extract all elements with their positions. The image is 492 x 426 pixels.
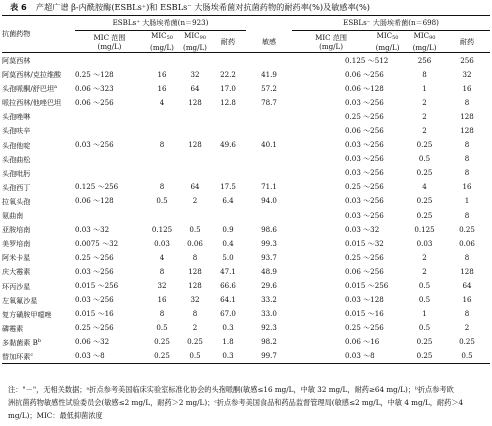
mic-range-cell: 0.06 ～16 — [345, 337, 380, 347]
drug-name-cell — [2, 236, 75, 250]
mic90-cell: 0.25 — [187, 337, 203, 347]
mic90-cell: 256 — [460, 55, 474, 65]
mic90-cell — [180, 53, 210, 68]
mic-range-cell: 0.25 ～256 — [345, 182, 384, 192]
spacer-cell — [292, 123, 345, 137]
header-mic-range-pos: MIC 范围 (mg/L) — [75, 31, 144, 53]
sensitive-rate-cell: 29.6 — [261, 281, 277, 290]
mic90-cell: 2 — [192, 196, 198, 206]
spacer-cell — [292, 81, 345, 95]
spacer-cell — [292, 166, 345, 180]
table-row — [2, 53, 490, 68]
header-resistant-pos: 耐药 — [210, 31, 246, 53]
mic90-cell: 128 — [460, 111, 474, 121]
mic90-cell: 8 — [464, 97, 470, 107]
mic-range-cell: 0.25 ～128 — [75, 69, 114, 79]
mic-range-cell: 0.015 ～256 — [345, 281, 389, 290]
sensitive-rate-cell: 93.7 — [261, 252, 277, 262]
sensitive-rate-cell: 71.1 — [261, 182, 277, 192]
sensitive-rate-cell — [246, 53, 292, 68]
mic90-cell: 0.06 — [459, 238, 475, 248]
mic90-cell: 8 — [192, 252, 198, 262]
mic50-cell: 1 — [422, 309, 427, 319]
mic-range-cell: 0.03 ～8 — [345, 349, 405, 364]
mic90-cell: 0.5 — [444, 349, 490, 364]
spacer-cell — [292, 67, 345, 81]
mic-range-cell: 0.03 ～8 — [75, 349, 144, 364]
spacer-cell — [292, 222, 345, 236]
mic90-cell: 0.25 — [459, 224, 475, 234]
drug-name: 哌拉西林/他唑巴坦 — [2, 98, 62, 108]
spacer-cell — [292, 194, 345, 208]
resistant-rate-cell: 0.4 — [222, 238, 234, 248]
drug-name: 头孢他啶 — [2, 140, 31, 150]
resistant-rate-cell: 67.0 — [220, 309, 236, 319]
spacer-cell — [292, 138, 345, 152]
mic50-cell: 0.5 — [418, 281, 431, 290]
mic50-cell — [144, 109, 180, 123]
resistant-rate-cell: 49.6 — [220, 140, 236, 150]
header-mic-range-neg: MIC 范围 (mg/L) — [292, 31, 370, 53]
mic50-cell: 0.25 — [405, 349, 444, 364]
header-group-esbl-positive: ESBLs⁺ 大肠埃希菌(n＝923) — [75, 16, 246, 31]
mic-range-cell — [75, 109, 144, 123]
drug-name: 美罗培南 — [2, 239, 31, 249]
drug-name: 拉氧头孢 — [2, 196, 31, 206]
header-drug: 抗菌药物 — [2, 16, 75, 53]
resistant-rate-cell: 64.1 — [220, 295, 236, 305]
mic-range-cell: 0.0075 ～32 — [75, 238, 119, 248]
mic90-cell: 0.06 — [187, 238, 203, 248]
mic50-cell: 0.5 — [418, 154, 431, 164]
mic50-cell: 16 — [157, 69, 167, 79]
table-row — [2, 95, 490, 109]
mic-range-cell: 0.03 ～256 — [75, 140, 114, 150]
drug-name-cell — [2, 335, 75, 349]
mic90-cell: 8 — [464, 168, 470, 178]
table-row — [2, 279, 490, 293]
resistant-rate-cell: 0.3 — [210, 349, 246, 364]
drug-name: 左氧氟沙星 — [2, 295, 38, 305]
mic-range-cell — [75, 53, 144, 68]
table-row — [2, 180, 490, 194]
sensitive-rate-cell: 41.9 — [261, 69, 277, 79]
table-row — [2, 307, 490, 321]
mic90-cell: 64 — [462, 281, 472, 290]
mic90-cell: 8 — [464, 210, 470, 220]
drug-name-cell — [2, 307, 75, 321]
mic-range-cell: 0.03 ～256 — [345, 210, 384, 220]
mic50-cell: 16 — [157, 83, 167, 93]
mic90-cell: 2 — [192, 323, 198, 333]
drug-name: 多黏菌素 B — [2, 337, 38, 347]
mic90-cell: 128 — [460, 266, 474, 276]
mic-range-cell: 0.015 ～256 — [75, 281, 119, 290]
sensitive-rate-cell: 57.2 — [261, 83, 277, 93]
resistant-rate-cell: 12.8 — [220, 97, 236, 107]
mic90-cell: 16 — [462, 295, 472, 305]
mic-range-cell: 0.06 ～256 — [345, 266, 384, 276]
mic50-cell: 0.5 — [418, 323, 431, 333]
mic90-cell — [180, 208, 210, 222]
mic90-cell: 128 — [188, 140, 202, 150]
mic50-cell: 256 — [417, 55, 432, 65]
drug-name: 庆大霉素 — [2, 267, 31, 277]
sensitive-rate-cell: 33.0 — [261, 309, 277, 319]
sensitive-rate-cell: 92.3 — [261, 323, 277, 333]
mic-range-cell: 0.06 ～256 — [75, 97, 114, 107]
resistant-rate-cell: 22.2 — [220, 69, 236, 79]
footnote-marker: b — [37, 337, 42, 344]
drug-name: 环丙沙星 — [2, 281, 31, 291]
footnote-line: 注："－"，无相关数据；ᵃ折点参考美国临床实验室标准化协会的头孢哌酮(敏感≤16 mg/L，中敏 32 mg/L，耐药≥64 mg/L)；ᵇ折点参考欧 — [8, 385, 454, 394]
mic50-cell — [144, 53, 180, 68]
mic-range-cell: 0.03 ～256 — [345, 168, 384, 178]
caption-text: 产超广谱 β-内酰胺酶(ESBLs⁺)和 ESBLs⁻ 大肠埃希菌对抗菌药物的耐药率(%)及敏感率(%) — [35, 2, 370, 12]
drug-name-cell — [2, 321, 75, 335]
spacer-cell — [292, 250, 345, 264]
mic50-cell: 8 — [422, 69, 427, 79]
header-mic90-pos: $MIC_{90}$ (mg/L) — [180, 31, 210, 53]
drug-name-cell — [2, 194, 75, 208]
table-row — [2, 67, 490, 81]
mic50-cell: 8 — [159, 140, 165, 150]
table-row — [2, 321, 490, 335]
sensitive-rate-cell: 99.7 — [246, 349, 292, 364]
drug-name-cell — [2, 222, 75, 236]
mic-range-cell — [75, 123, 144, 137]
mic-range-cell: 0.25 ～256 — [75, 252, 114, 262]
mic-range-cell: 0.03 ～256 — [345, 97, 384, 107]
spacer-cell — [292, 293, 345, 307]
mic-range-cell: 0.03 ～256 — [75, 295, 114, 305]
table-footnote — [8, 383, 486, 422]
spacer-cell — [292, 321, 345, 335]
sensitive-rate-cell: 98.2 — [261, 337, 277, 347]
mic-range-cell: 0.25 ～256 — [345, 111, 384, 121]
drug-name-cell — [2, 349, 75, 364]
drug-name-cell — [2, 81, 75, 95]
table-row — [2, 293, 490, 307]
table-row — [2, 166, 490, 180]
drug-name-cell — [2, 152, 75, 166]
mic50-cell — [144, 152, 180, 166]
resistant-rate-cell — [210, 166, 246, 180]
drug-name-cell — [2, 208, 75, 222]
sensitive-rate-cell — [246, 109, 292, 123]
mic-range-cell: 0.03 ～128 — [345, 295, 384, 305]
header-resistant-neg: 耐药 — [444, 31, 490, 53]
mic-range-cell: 0.06 ～128 — [75, 196, 114, 206]
sensitive-rate-cell — [246, 123, 292, 137]
mic90-cell: 0.25 — [459, 337, 475, 347]
table-row — [2, 250, 490, 264]
footnote-line: mg/L)；MIC：最低抑菌浓度 — [8, 411, 103, 420]
table-row — [2, 109, 490, 123]
header-mic50-neg: $MIC_{50}$ (mg/L) — [370, 31, 405, 53]
mic90-cell — [180, 123, 210, 137]
resistant-rate-cell — [210, 53, 246, 68]
table-caption — [10, 1, 488, 13]
mic-range-cell: 0.06 ～128 — [345, 83, 384, 93]
mic90-cell — [180, 109, 210, 123]
resistant-rate-cell: 5.0 — [222, 252, 234, 262]
drug-name-cell — [2, 123, 75, 137]
mic-range-cell — [75, 208, 144, 222]
mic-range-cell — [75, 152, 144, 166]
drug-name-cell — [2, 250, 75, 264]
resistant-rate-cell: 17.0 — [220, 83, 236, 93]
header-mic50-pos: $MIC_{50}$ (mg/L) — [144, 31, 180, 53]
drug-name: 头孢西丁 — [2, 182, 31, 192]
mic-range-cell: 0.015 ～16 — [345, 309, 384, 319]
antimicrobial-table — [2, 15, 490, 364]
mic-range-cell: 0.25 ～256 — [75, 323, 114, 333]
mic90-cell: 16 — [462, 83, 472, 93]
mic90-cell: 32 — [462, 69, 472, 79]
table-row — [2, 81, 490, 95]
mic90-cell: 64 — [190, 83, 200, 93]
mic90-cell: 8 — [464, 154, 470, 164]
mic50-cell: 0.25 — [416, 337, 433, 347]
sensitive-rate-cell: 99.3 — [261, 238, 277, 248]
drug-name-cell — [2, 95, 75, 109]
drug-name: 阿莫西林/克拉维酸 — [2, 70, 62, 80]
header-sensitive-pos: 敏感 — [246, 31, 292, 53]
table-row — [2, 335, 490, 349]
mic-range-cell: 0.03 ～256 — [345, 196, 384, 206]
mic50-cell: 0.25 — [144, 349, 180, 364]
sensitive-rate-cell: 94.0 — [261, 196, 277, 206]
mic90-cell: 32 — [190, 295, 200, 305]
sensitive-rate-cell — [246, 208, 292, 222]
drug-name-cell — [2, 293, 75, 307]
resistant-rate-cell: 0.9 — [222, 224, 234, 234]
drug-name-cell — [2, 67, 75, 81]
mic50-cell — [144, 123, 180, 137]
spacer-cell — [292, 264, 345, 278]
spacer-cell — [292, 335, 345, 349]
spacer-cell — [292, 349, 345, 364]
mic-range-cell: 0.06 ～32 — [75, 337, 110, 347]
drug-name: 头孢哌酮/舒巴坦 — [2, 84, 55, 94]
spacer-cell — [292, 279, 345, 293]
mic-range-cell: 0.03 ～256 — [345, 140, 384, 150]
resistant-rate-cell — [210, 208, 246, 222]
header-group-esbl-negative: ESBLs⁻ 大肠埃希菌(n＝698) — [292, 16, 490, 31]
table-label: 表 6 — [10, 2, 27, 12]
table-row — [2, 222, 490, 236]
drug-name: 头孢吡肟 — [2, 168, 31, 178]
sensitive-rate-cell — [246, 152, 292, 166]
table-row — [2, 236, 490, 250]
mic-range-cell: 0.25 ～256 — [345, 323, 384, 333]
mic-range-cell: 0.03 ～32 — [75, 224, 110, 234]
mic90-cell — [180, 152, 210, 166]
resistant-rate-cell: 1.8 — [222, 337, 234, 347]
sensitive-rate-cell: 48.9 — [261, 266, 277, 276]
mic90-cell: 32 — [190, 69, 200, 79]
drug-name: 亚胺培南 — [2, 225, 31, 235]
drug-name: 头孢唑啉 — [2, 112, 31, 122]
mic-range-cell: 0.03 ～256 — [345, 154, 384, 164]
mic90-cell: 64 — [190, 182, 200, 192]
table-row — [2, 152, 490, 166]
mic90-cell: 1 — [464, 196, 470, 206]
resistant-rate-cell: 17.5 — [220, 182, 236, 192]
mic-range-cell: 0.03 ～256 — [75, 266, 114, 276]
mic90-cell: 8 — [464, 309, 470, 319]
sensitive-rate-cell: 78.7 — [261, 97, 277, 107]
table-row — [2, 264, 490, 278]
drug-name-cell — [2, 53, 75, 68]
drug-name-cell — [2, 180, 75, 194]
mic50-cell: 2 — [422, 125, 427, 135]
mic90-cell: 8 — [464, 140, 470, 150]
mic90-cell: 128 — [188, 97, 202, 107]
mic50-cell: 0.03 — [154, 238, 170, 248]
drug-name: 头孢呋辛 — [2, 126, 31, 136]
resistant-rate-cell — [210, 109, 246, 123]
table-row — [2, 349, 490, 364]
mic-range-cell: 0.03 ～32 — [345, 224, 380, 234]
mic50-cell: 0.125 — [151, 224, 173, 234]
mic-range-cell: 0.06 ～256 — [345, 69, 384, 79]
drug-name-cell — [2, 264, 75, 278]
resistant-rate-cell: 6.4 — [222, 196, 234, 206]
resistant-rate-cell — [210, 123, 246, 137]
spacer-cell — [292, 109, 345, 123]
mic50-cell: 0.5 — [418, 295, 431, 305]
resistant-rate-cell: 0.3 — [222, 323, 234, 333]
mic-range-cell: 0.06 ～256 — [345, 125, 384, 135]
mic50-cell: 0.25 — [416, 140, 433, 150]
mic90-cell: 128 — [188, 281, 202, 290]
spacer-cell — [292, 236, 345, 250]
header-mic90-neg: $MIC_{90}$ (mg/L) — [405, 31, 444, 53]
spacer-cell — [292, 180, 345, 194]
resistant-rate-cell — [210, 152, 246, 166]
mic-range-cell: 0.06 ～323 — [75, 83, 114, 93]
mic90-cell: 0.5 — [189, 224, 201, 234]
drug-name: 头孢曲松 — [2, 154, 31, 164]
mic50-cell: 0.5 — [156, 323, 168, 333]
mic-range-cell: 0.125 ～512 — [345, 55, 389, 65]
mic50-cell: 4 — [422, 182, 427, 192]
mic-range-cell — [75, 166, 144, 180]
table-row — [2, 208, 490, 222]
mic-range-cell: 0.25 ～256 — [345, 252, 384, 262]
resistant-rate-cell: 47.1 — [220, 266, 236, 276]
mic50-cell: 4 — [159, 252, 165, 262]
sensitive-rate-cell: 40.1 — [261, 140, 277, 150]
mic50-cell: 1 — [422, 83, 427, 93]
mic90-cell: 128 — [460, 125, 474, 135]
table-body — [2, 53, 490, 364]
drug-name: 复方磺胺甲噁唑 — [2, 309, 52, 319]
drug-name-cell — [2, 166, 75, 180]
drug-name: 磷霉素 — [2, 323, 24, 333]
footnote-marker: c — [30, 351, 34, 358]
mic50-cell: 32 — [157, 281, 167, 290]
mic90-cell: 128 — [188, 266, 202, 276]
mic50-cell: 0.25 — [416, 196, 433, 206]
resistant-rate-cell: 66.6 — [220, 281, 236, 290]
drug-name: 氨曲南 — [2, 211, 24, 221]
mic90-cell: 2 — [464, 323, 470, 333]
mic50-cell: 8 — [159, 266, 165, 276]
drug-name: 阿莫西林 — [2, 56, 31, 65]
table-row — [2, 194, 490, 208]
spacer-cell — [292, 208, 345, 222]
mic50-cell: 16 — [157, 295, 167, 305]
drug-name-cell — [2, 138, 75, 152]
mic50-cell: 8 — [159, 182, 165, 192]
mic50-cell: 4 — [159, 97, 165, 107]
drug-name: 阿米卡星 — [2, 253, 31, 263]
mic50-cell: 2 — [422, 266, 427, 276]
footnote-marker: a — [54, 84, 58, 91]
mic50-cell: 8 — [159, 309, 165, 319]
spacer-cell — [292, 53, 345, 68]
mic50-cell: 0.03 — [416, 238, 433, 248]
mic50-cell: 0.5 — [156, 196, 168, 206]
mic50-cell: 0.25 — [154, 337, 170, 347]
mic90-cell: 0.5 — [180, 349, 210, 364]
mic-range-cell: 0.015 ～16 — [75, 309, 114, 319]
mic90-cell: 8 — [192, 309, 198, 319]
mic90-cell: 16 — [462, 182, 472, 192]
mic50-cell — [144, 166, 180, 180]
mic90-cell — [180, 166, 210, 180]
table-row — [2, 138, 490, 152]
sensitive-rate-cell: 98.6 — [261, 224, 277, 234]
spacer-cell — [292, 307, 345, 321]
drug-name-cell — [2, 279, 75, 293]
mic50-cell: 0.125 — [414, 224, 435, 234]
sensitive-rate-cell — [246, 166, 292, 180]
mic50-cell: 2 — [422, 97, 427, 107]
mic90-cell: 8 — [464, 252, 470, 262]
mic50-cell: 2 — [422, 111, 427, 121]
drug-name: 替加环素 — [2, 351, 31, 361]
drug-name-cell — [2, 109, 75, 123]
mic50-cell — [144, 208, 180, 222]
spacer-cell — [292, 95, 345, 109]
mic50-cell: 0.25 — [416, 210, 433, 220]
footnote-line: 洲抗菌药物敏感性试验委员会(敏感≤2 mg/L，耐药＞2 mg/L)；ᶜ折点参考美国食品和药品监督管理局(敏感≤2 mg/L，中敏 4 mg/L，耐药＞4 — [8, 398, 464, 407]
sensitive-rate-cell: 33.2 — [261, 295, 277, 305]
table-row — [2, 123, 490, 137]
mic50-cell: 2 — [422, 252, 427, 262]
spacer-cell — [292, 152, 345, 166]
mic50-cell: 0.25 — [416, 168, 433, 178]
mic-range-cell: 0.015 ～32 — [345, 238, 384, 248]
mic-range-cell: 0.125 ～256 — [75, 182, 119, 192]
